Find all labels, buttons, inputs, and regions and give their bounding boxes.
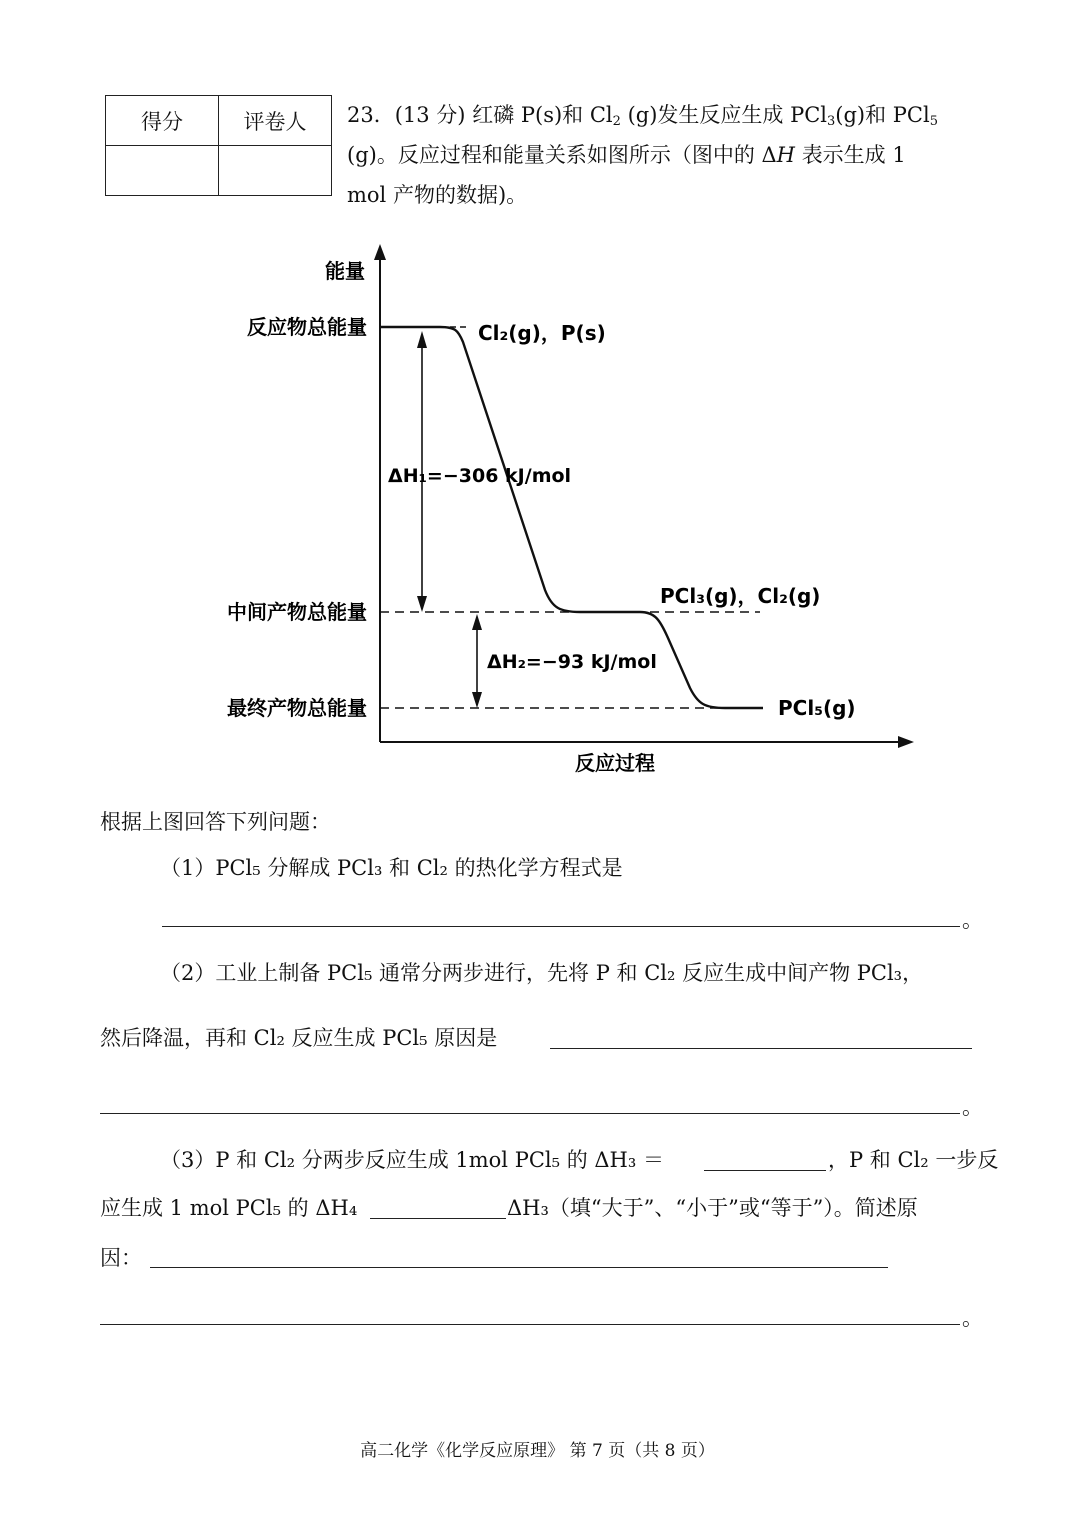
grader-cell[interactable] xyxy=(219,146,332,196)
q3-line1b: ，P 和 Cl₂ 一步反 xyxy=(828,1148,999,1172)
reactants-species-label: Cl₂(g)，P(s) xyxy=(478,321,606,345)
y-axis-arrow xyxy=(374,244,386,260)
q3-line2b: ΔH₃（填“大于”、“小于”或“等于”）。简述原 xyxy=(507,1196,918,1220)
x-axis-label: 反应过程 xyxy=(575,751,655,775)
q1-end: 。 xyxy=(962,908,983,932)
grader-header: 评卷人 xyxy=(219,96,332,146)
intro-part-c: (g)和 PCl xyxy=(835,103,930,127)
score-header: 得分 xyxy=(106,96,219,146)
q2-end: 。 xyxy=(962,1095,983,1119)
intro-part-a: 红磷 P(s)和 Cl xyxy=(472,103,613,127)
intro-line2: (g)。反应过程和能量关系如图所示（图中的 Δ xyxy=(347,143,777,167)
q3-line3: 因： xyxy=(100,1246,142,1270)
q3-end: 。 xyxy=(962,1306,983,1330)
intro-line3: mol 产物的数据)。 xyxy=(347,183,528,207)
q3-reason-line-2[interactable] xyxy=(100,1324,960,1325)
score-table xyxy=(105,95,332,196)
q2-line2: 然后降温，再和 Cl₂ 反应生成 PCl₅ 原因是 xyxy=(100,1026,498,1050)
page-footer: 高二化学《化学反应原理》 第 7 页（共 8 页） xyxy=(360,1441,715,1461)
q3-dh3-blank[interactable] xyxy=(704,1170,826,1171)
intermediate-species-label: PCl₃(g)，Cl₂(g) xyxy=(660,584,821,608)
q3-reason-line-1[interactable] xyxy=(150,1267,888,1268)
y-axis-label: 能量 xyxy=(325,259,365,283)
prompt: 根据上图回答下列问题： xyxy=(100,810,331,834)
question-23-intro: 23．(13 分) 红磷 P(s)和 $Cl_2$ (g)发生反应生成 PCl$_3$(g)和 PCl$_5$ (g)。反应过程和能量关系如图所示（图中的 ΔH 表示生成 1 mol 产物的数据)。 xyxy=(347,95,1027,215)
dh1-label: ΔH₁=−306 kJ/mol xyxy=(388,465,572,487)
level-reactants-label: 反应物总能量 xyxy=(247,315,367,339)
score-cell[interactable] xyxy=(106,146,219,196)
final-species-label: PCl₅(g) xyxy=(778,696,856,720)
level-intermediate-label: 中间产物总能量 xyxy=(227,600,367,624)
energy-diagram xyxy=(0,230,1075,790)
x-axis-arrow xyxy=(898,736,914,748)
intro-line2b: 表示生成 1 xyxy=(801,143,906,167)
q3-line1a: （3）P 和 Cl₂ 分两步反应生成 1mol PCl₅ 的 ΔH₃ ＝ xyxy=(160,1148,664,1172)
q2-answer-line-1[interactable] xyxy=(550,1048,972,1049)
intro-part-b: (g)发生反应生成 PCl xyxy=(620,103,828,127)
dh2-label: ΔH₂=−93 kJ/mol xyxy=(487,651,657,673)
q1-text: （1）PCl₅ 分解成 PCl₃ 和 Cl₂ 的热化学方程式是 xyxy=(160,856,623,880)
question-number: 23．(13 分) xyxy=(347,103,466,127)
q3-compare-blank[interactable] xyxy=(370,1218,506,1219)
level-final-label: 最终产物总能量 xyxy=(227,696,367,720)
q3-line2a: 应生成 1 mol PCl₅ 的 ΔH₄ xyxy=(100,1196,358,1220)
q2-answer-line-2[interactable] xyxy=(100,1113,960,1114)
q1-answer-line[interactable] xyxy=(162,926,960,927)
q2-line1: （2）工业上制备 PCl₅ 通常分两步进行，先将 P 和 Cl₂ 反应生成中间产物 PCl₃， xyxy=(160,961,924,985)
